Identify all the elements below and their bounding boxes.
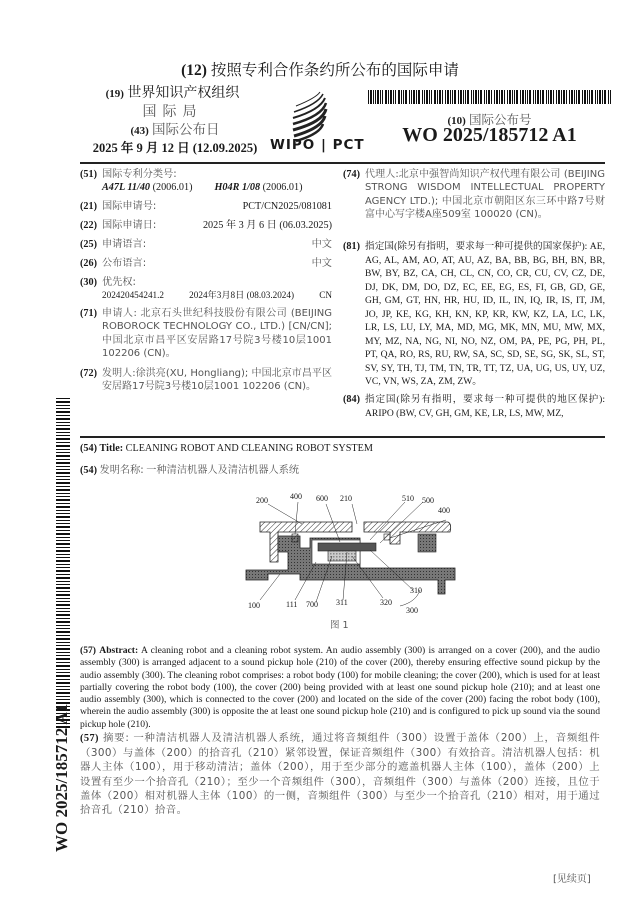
title-divider xyxy=(80,436,605,438)
document-type-heading xyxy=(0,58,640,80)
abstract-cn xyxy=(80,731,600,817)
ref-label: 311 xyxy=(336,598,348,607)
field-21-application-number xyxy=(80,200,332,213)
title-en-text: CLEANING ROBOT AND CLEANING ROBOT SYSTEM xyxy=(125,443,373,454)
doc-type: 按照专利合作条约所公布的国际申请 xyxy=(210,61,459,79)
title-cn-label: 发明名称: xyxy=(99,465,144,476)
agent-text: 代理人:北京中强智尚知识产权代理有限公司 (BEIJING STRONG WISDOM INTELLECTUAL PROPERTY AGENCY LTD.); 中国北京市朝阳区东三环中路7号财富中心写字楼A座509室 100020 (CN)。 xyxy=(365,169,605,220)
field-22-filing-date xyxy=(80,219,332,232)
field-code: (72) xyxy=(80,368,97,379)
abstract-en-label: Abstract: xyxy=(99,645,139,656)
field-code: (84) xyxy=(343,394,360,405)
abstract-code: (57) xyxy=(80,733,99,744)
abstract-en xyxy=(80,645,600,731)
title-cn-text: 一种清洁机器人及清洁机器人系统 xyxy=(146,465,300,476)
wipo-pct-logo-text: WIPO | PCT xyxy=(270,137,365,153)
field-label: 优先权: xyxy=(102,277,136,288)
org-bureau: 国际局 xyxy=(142,104,203,120)
ref-label: 111 xyxy=(286,600,298,609)
field-value: 中文 xyxy=(311,239,332,250)
ref-label: 200 xyxy=(256,496,268,505)
field-code: (21) xyxy=(80,201,97,212)
regional-states-text: 指定国(除另有指明，要求每一种可提供的地区保护): ARIPO (BW, CV, GH, GM, KE, LR, LS, MW, MZ, xyxy=(365,394,605,419)
field-label: 公布语言: xyxy=(102,258,147,269)
field-74-agent xyxy=(343,168,605,221)
field-value: PCT/CN2025/081081 xyxy=(242,201,332,212)
field-25-filing-language xyxy=(80,238,332,251)
field-code: (22) xyxy=(80,220,97,231)
org-name: 世界知识产权组织 xyxy=(127,85,240,101)
figure-caption: 图 1 xyxy=(330,620,349,631)
ref-label: 400 xyxy=(290,492,302,501)
field-code: (26) xyxy=(80,258,97,269)
patent-figure-1 xyxy=(240,490,460,630)
field-code: (51) xyxy=(80,169,97,180)
organization-block xyxy=(85,84,260,121)
ipc-version: (2006.01) xyxy=(152,182,193,194)
pub-no-label: 国际公布号 xyxy=(468,112,532,127)
field-label: 国际申请日: xyxy=(102,220,157,231)
title-code: (54) xyxy=(80,443,97,454)
pub-no-code: (10) xyxy=(447,115,466,127)
barcode-icon xyxy=(368,90,611,104)
publication-number: WO 2025/185712 A1 xyxy=(402,124,577,146)
priority-date: 2024年3月8日 (08.03.2024) xyxy=(189,290,295,301)
org-code: (19) xyxy=(105,88,124,100)
ipc-class-1: A47L 11/40 xyxy=(102,182,151,194)
header-divider xyxy=(80,162,605,164)
field-26-publication-language xyxy=(80,257,332,270)
ref-label: 400 xyxy=(438,506,450,515)
pub-date-label: 国际公布日 xyxy=(151,122,220,138)
field-30-priority xyxy=(80,276,332,302)
field-value: 2025 年 3 月 6 日 (06.03.2025) xyxy=(202,220,332,231)
ref-label: 210 xyxy=(340,494,352,503)
priority-country: CN xyxy=(319,290,332,301)
field-value: 中文 xyxy=(311,258,332,269)
side-barcode-icon xyxy=(56,398,70,728)
title-cn xyxy=(80,461,299,476)
field-84-regional-states xyxy=(343,393,605,420)
ref-label: 100 xyxy=(248,601,260,610)
field-code: (30) xyxy=(80,277,97,288)
abstract-cn-text: 一种清洁机器人及清洁机器人系统，通过将音频组件（300）设置于盖体（200）上，音频组件（300）与盖体（200）的拾音孔（210）紧邻设置，保证音频组件（300）有效拾音。清洁机器人包括：机器人主体（100），用于移动清洁；盖体（200），用于至少部分的遮盖机器人主体（100），盖体（200）上设置有至少一个拾音孔（210）；至少一个音频组件（300），音频组件（300）与盖体（200）连接，且位于盖体（200）相对机器人主体（100）的一侧，音频组件（300）与至少一个拾音孔（210）相对，用于通过拾音孔（210）拾音。 xyxy=(80,732,600,817)
field-label: 申请语言: xyxy=(102,239,147,250)
field-81-designated-states xyxy=(343,240,605,389)
ipc-class-2: H04R 1/08 xyxy=(214,182,261,194)
inventor-text: 发明人:徐洪亮(XU, Hongliang); 中国北京市昌平区安居路17号院3号楼10层1001 102206 (CN)。 xyxy=(102,368,332,393)
continued-on-next-page: [见续页] xyxy=(553,874,591,885)
ref-label: 510 xyxy=(402,494,414,503)
ref-label: 600 xyxy=(316,494,328,503)
designated-states-text: 指定国(除另有指明，要求每一种可提供的国家保护): AE, AG, AL, AM, AO, AT, AU, AZ, BA, BB, BG, BH, BN, BR, BW, BY, BZ, CA, CH, CL, CN, CO, CR, CU, CV, CZ, DE, DJ, DK, DM, DO, DZ, EC, EE, EG, ES, FI, GB, GD, GE, GH, GM, GT, HN, HR, HU, ID, IL, IN, IQ, IR, IS, IT, JM, JO, JP, KE, KG, KH, KN, KP, KR, KW, KZ, LA, LC, LK, LR, LS, LU, LY, MA, MD, MG, MK, MN, MU, MW, MX, MY, MZ, NA, NG, NI, NO, NZ, OM, PA, PE, PG, PH, PL, PT, QA, RO, RS, RU, RW, SA, SC, SD, SE, SG, SK, SL, ST, SV, SY, TH, TJ, TM, TN, TR, TT, TZ, UA, UG, US, UY, UZ, VC, VN, WS, ZA, ZM, ZW。 xyxy=(365,241,605,387)
abstract-en-text: A cleaning robot and a cleaning robot system. An audio assembly (300) is arranged on a cover (200), and the audio assembly (300) is arranged adjacent to a sound pickup hole (210) of the cover (200), thereby ensuring effective sound pickup by the audio assembly (300). The cleaning robot comprises: a robot body (100) for mobile cleaning; the cover (200), which is used for at least partially covering the robot body (100), the cover (200) being provided with at least one sound pickup hole (210); and at least one audio assembly (300), which is connected to the cover (200) and located on the side of the cover (200) facing the robot body (100), wherein the audio assembly (300) is opposite the at least one sound pickup hole (210) and is configured to pick up sound via the sound pickup hole (210). xyxy=(80,645,600,730)
field-code: (25) xyxy=(80,239,97,250)
pub-date-code: (43) xyxy=(130,125,149,137)
applicant-text: 申请人: 北京石头世纪科技股份有限公司 (BEIJING ROBOROCK TECHNOLOGY CO., LTD.) [CN/CN]; 中国北京市昌平区安居路17号院3号楼10层1001 102206 (CN)。 xyxy=(102,308,332,359)
ref-label: 320 xyxy=(380,598,392,607)
title-code: (54) xyxy=(80,465,97,476)
field-label: 国际申请号: xyxy=(102,201,157,212)
field-51-ipc xyxy=(80,168,332,194)
publication-date-block xyxy=(80,122,270,157)
ref-label: 700 xyxy=(306,600,318,609)
ref-label: 310 xyxy=(410,586,422,595)
field-code: (74) xyxy=(343,169,360,180)
field-label: 国际专利分类号: xyxy=(102,169,177,180)
doc-type-code: (12) xyxy=(181,62,207,79)
cross-section-drawing-icon xyxy=(240,490,460,630)
abstract-cn-label: 摘要: xyxy=(103,732,130,744)
field-code: (81) xyxy=(343,241,360,252)
field-71-applicant xyxy=(80,307,332,360)
ref-label: 300 xyxy=(406,606,418,615)
field-72-inventor xyxy=(80,367,332,394)
ref-label: 500 xyxy=(422,496,434,505)
ipc-version: (2006.01) xyxy=(262,182,303,194)
title-en xyxy=(80,443,373,454)
pub-date: 2025 年 9 月 12 日 (12.09.2025) xyxy=(92,141,258,155)
abstract-code: (57) xyxy=(80,645,96,656)
title-en-label: Title: xyxy=(99,443,124,454)
side-publication-number: WO 2025/185712 A1 xyxy=(52,703,71,852)
field-code: (71) xyxy=(80,308,97,319)
priority-app-no: 202420454241.2 xyxy=(102,290,165,301)
